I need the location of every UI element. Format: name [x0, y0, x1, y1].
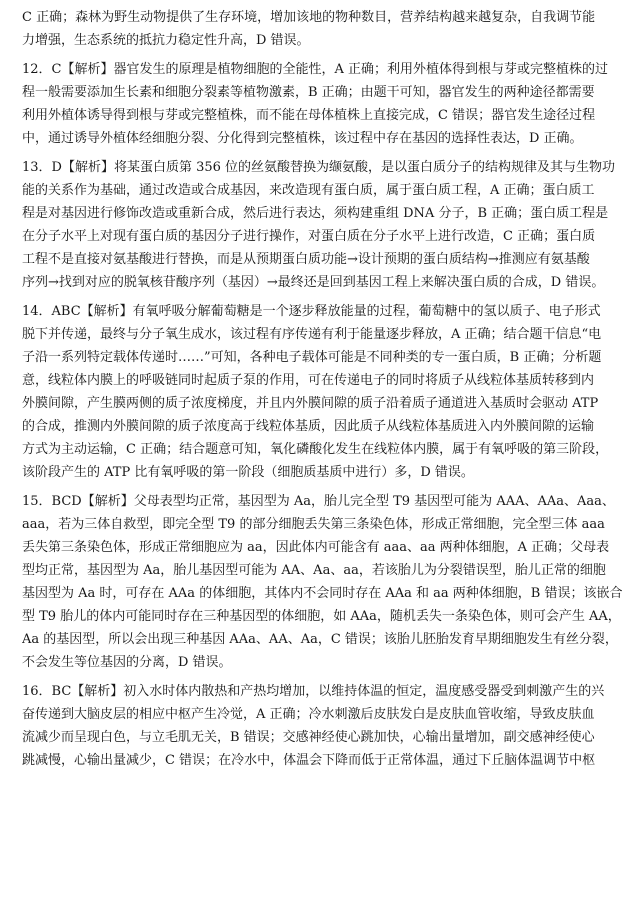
text-line: 该阶段产生的 ATP 比有氧呼吸的第一阶段（细胞质基质中进行）多，D 错误。 [22, 465, 474, 480]
paragraph-q11-tail [22, 6, 622, 52]
paragraph-q16 [22, 680, 622, 772]
text-line: 奋传递到大脑皮层的相应中枢产生冷觉，A 正确；冷水刺激后皮肤发白是皮肤血管收缩，导致皮肤血 [22, 707, 595, 722]
text-line: 方式为主动运输，C 正确；结合题意可知，氧化磷酸化发生在线粒体内膜，属于有氧呼吸的第三阶段， [22, 442, 609, 457]
text-line: 脱下并传递，最终与分子氧生成水，该过程有序传递有利于能量逐步释放，A 正确；结合题干信息“电 [22, 327, 602, 342]
text-line: 中，通过诱导外植体经细胞分裂、分化得到完整植株，该过程中存在基因的选择性表达，D 正确。 [22, 131, 583, 146]
text-line: 型均正常，基因型为 Aa，胎儿基因型可能为 AA、Aa、aa，若该胎儿为分裂错误型，胎儿正常的细胞 [22, 563, 606, 578]
text-line: 序列→找到对应的脱氧核苷酸序列（基因）→最终还是回到基因工程上来解决蛋白质的合成，D 错误。 [22, 275, 605, 290]
text-line: 13．D【解析】将某蛋白质第 356 位的丝氨酸替换为缬氨酸，是以蛋白质分子的结构规律及其与生物功 [22, 160, 616, 175]
text-line: 能的关系作为基础，通过改造或合成基因，来改造现有蛋白质，属于蛋白质工程，A 正确；蛋白质工 [22, 183, 595, 198]
text-line: Aa 的基因型，所以会出现三种基因 AAa、AA、Aa，C 错误；该胎儿胚胎发育早期细胞发生有丝分裂， [22, 632, 618, 647]
text-line: 不会发生等位基因的分离，D 错误。 [22, 655, 232, 670]
paragraph-q15 [22, 490, 622, 674]
text-line: 程是对基因进行修饰改造或重新合成，然后进行表达，须构建重组 DNA 分子，B 正确；蛋白质工程是 [22, 206, 609, 221]
text-line: 型 T9 胎儿的体内可能同时存在三种基因型的体细胞，如 AAa，随机丢失一条染色体，则可会产生 AA， [22, 609, 621, 624]
paragraph-q13 [22, 156, 622, 294]
text-line: aaa，若为三体自救型，即完全型 T9 的部分细胞丢失第三条染色体，形成正常细胞，完全型三体 aaa [22, 517, 605, 532]
text-line: 16．BC【解析】初入水时体内散热和产热均增加，以维持体温的恒定，温度感受器受到刺激产生的兴 [22, 684, 605, 699]
text-line: 意，线粒体内膜上的呼吸链同时起质子泵的作用，可在传递电子的同时将质子从线粒体基质转移到内 [22, 373, 595, 388]
text-line: 利用外植体诱导得到根与芽或完整植株，而不能在母体植株上直接完成，C 错误；器官发生途径过程 [22, 108, 596, 123]
text-line: 工程不是直接对氨基酸进行替换，而是从预期蛋白质功能→设计预期的蛋白质结构→推测应有氨基酸 [22, 252, 590, 267]
text-line: 在分子水平上对现有蛋白质的基因分子进行操作，对蛋白质在分子水平上进行改造，C 正确；蛋白质 [22, 229, 596, 244]
text-line: 基因型为 Aa 时，可存在 AAa 的体细胞，其体内不会同时存在 AAa 和 aa 两种体细胞，B 错误；该嵌合 [22, 586, 622, 601]
text-line: 15．BCD【解析】父母表型均正常，基因型为 Aa，胎儿完全型 T9 基因型可能为 AAA、AAa、Aaa、 [22, 494, 615, 509]
paragraph-q14 [22, 300, 622, 484]
text-line: 程一般需要添加生长素和细胞分裂素等植物激素，B 正确；由题干可知，器官发生的两种途径都需要 [22, 85, 595, 100]
text-line: C 正确；森林为野生动物提供了生存环境，增加该地的物种数目，营养结构越来越复杂，自我调节能 [22, 10, 596, 25]
text-line: 流减少而呈现白色，与立毛肌无关，B 错误；交感神经使心跳加快，心输出量增加，副交感神经使心 [22, 730, 595, 745]
paragraph-q12 [22, 58, 622, 150]
text-line: 力增强，生态系统的抵抗力稳定性升高，D 错误。 [22, 33, 310, 48]
text-line: 12．C【解析】器官发生的原理是植物细胞的全能性，A 正确；利用外植体得到根与芽或完整植株的过 [22, 62, 609, 77]
text-line: 14．ABC【解析】有氧呼吸分解葡萄糖是一个逐步释放能量的过程，葡萄糖中的氢以质子、电子形式 [22, 304, 601, 319]
text-line: 外膜间隙，产生膜两侧的质子浓度梯度，并且内外膜间隙的质子沿着质子通道进入基质时会驱动 ATP [22, 396, 599, 411]
text-line: 跳减慢，心输出量减少，C 错误；在冷水中，体温会下降而低于正常体温，通过下丘脑体温调节中枢 [22, 753, 596, 768]
text-line: 丢失第三条染色体，形成正常细胞应为 aa，因此体内可能含有 aaa、aa 两种体细胞，A 正确；父母表 [22, 540, 610, 555]
text-line: 的合成，推测内外膜间隙的质子浓度高于线粒体基质，因此质子从线粒体基质进入内外膜间隙的运输 [22, 419, 595, 434]
text-line: 子沿一系列特定载体传递时……”可知，各种电子载体可能是不同种类的专一蛋白质，B 正确；分析题 [22, 350, 602, 365]
